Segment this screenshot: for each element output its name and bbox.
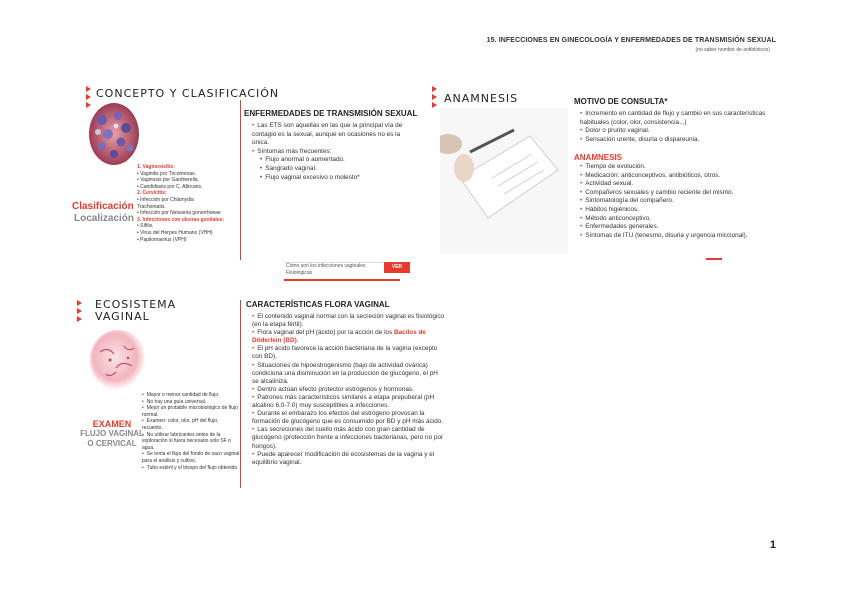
examen-item: • No hay una guía universal. [142,399,240,406]
examen-item: • Mejor un probable microbiológico de flujo normal. [142,405,240,418]
section-title-ecosistema [95,299,176,323]
arrow-icon [432,102,437,108]
ver-button[interactable]: VER [384,262,410,273]
flora-item: • Puede aparecer modificación de ecosistemas de la vagina y el equilibrio vaginal. [252,451,446,467]
divider-line-2 [240,300,241,488]
section-title-line2: VAGINAL [95,310,150,323]
document-header-title: 15. INFECCIONES EN GINECOLOGÍA Y ENFERMEDADES DE TRANSMISIÓN SEXUAL [486,37,776,44]
label-localizacion: Localización [74,213,135,224]
flora-item: • Durante el embarazo los efectos del estrógeno provocan la formación de glucógeno que es consumido por BD y pH más ácido. [252,410,446,426]
document-header-subtitle: (no saber nombre de antibióticos) [695,47,770,53]
anamnesis-list [580,163,772,240]
section-title-anamnesis: ANAMNESIS [444,92,519,105]
clasificacion-item: 1. Vaginosis/tis: [137,164,175,170]
clasificacion-item: Trachomatis. [137,203,166,210]
clasificacion-item: 3. Infecciones con ulceras genitales: [137,216,224,223]
arrow-icon [77,308,82,314]
anamnesis-title: ANAMNESIS [574,153,623,162]
ets-item: • Flujo anormal o aumentado. [252,156,410,165]
anamnesis-item: • Tiempo de evolución. [580,163,772,172]
ets-item: • Sangrado vaginal. [252,165,410,174]
clasificacion-item: • Sífilis. [137,223,154,230]
flora-item: • Situaciones de hipoestrogenismo (bajo de actividad ovárica) condiciona una disminución en la producción de glucógeno, el pH se alcaliniza. [252,362,446,386]
divider-line [240,100,241,260]
arrow-icon [86,94,91,100]
motivo-item: • Incremento en cantidad de flujo y cambio en sus características habituales (color, olor, consistencia...) [580,110,772,127]
clasificacion-item: • Papilomavirus (VPH) [137,236,187,243]
flora-item: • Dentro actúan efecto protector estrógenos y hormonas. [252,386,446,394]
anamnesis-item: • Compañeros sexuales y cambio reciente del mismo. [580,189,772,198]
examen-item: • No utilizar lubricantes antes de la exploración si fuera necesario solo SF o agua. [142,432,240,452]
arrow-icon [77,316,82,322]
motivo-item: • Dolor o prurito vaginal. [580,127,772,136]
flora-list [252,313,446,467]
flora-title: CARACTERÍSTICAS FLORA VAGINAL [246,300,390,309]
ets-item: • Flujo vaginal excesivo o molesto* [252,174,410,183]
examen-item: • Examen: color, olor, pH del flujo, recuento. [142,418,240,431]
flora-item: • El contenido vaginal normal con la secreción vaginal es fisiológico (en la etapa fértil). [252,313,446,329]
motivo-list [580,110,772,144]
writing-illustration [440,108,568,254]
section-title-concepto: CONCEPTO Y CLASIFICACIÓN [96,87,280,100]
section-arrows-ecosistema [77,300,82,322]
arrow-icon [432,86,437,92]
arrow-icon [432,94,437,100]
anamnesis-item: • Medicación: anticonceptivos, antibióticos, otros. [580,172,772,181]
examen-sub-line1: FLUJO VAGINAL [80,429,144,438]
clasificacion-item: • Vaginitis por Tricomonas. [137,170,196,177]
examen-title: EXAMEN [92,419,132,429]
note-text: Cómo son los infecciones vaginales Fisiológicas [286,263,366,276]
ets-list [252,122,410,182]
clasificacion-item: • Infección por Chlamydia [137,196,194,203]
flora-item: • El pH ácido favorece la acción bacteriana de la vagina (excepto con BD). [252,345,446,361]
progress-fill [284,279,400,281]
arrow-icon [77,300,82,306]
ets-item: • Síntomas más frecuentes: [252,148,410,157]
examen-item: • Se toma el flujo del fondo de saco vaginal para el análisis y cultivo. [142,451,240,464]
flora-item: • Las secreciones del cuello más ácido con gran cantidad de glucógeno (protección frente a infecciones bacterianas, pero no por hongos). [252,426,446,450]
keyword-highlight: Bacilos de Döderlein (BD) [252,329,426,345]
clasificacion-item: • Candidiasis por C. Albicans. [137,183,203,190]
clasificacion-item: • Vaginosis por Gardnerella. [137,177,199,184]
ets-item: • Las ETS son aquellas en las que la principal vía de contagio es la sexual, aunque en ocasiones no es la única. [252,122,410,148]
accent-mark [706,258,722,260]
anamnesis-item: • Actividad sexual. [580,180,772,189]
anamnesis-item: • Método anticonceptivo. [580,215,772,224]
section-title-line1: ECOSISTEMA [95,298,177,311]
anamnesis-item: • Hábitos higiénicos. [580,206,772,215]
anamnesis-item: • Enfermedades generales. [580,223,772,232]
label-clasificacion: Clasificación [72,201,134,212]
motivo-item: • Sensación urente, disuria o dispareunia. [580,136,772,145]
flora-item: • Flora vaginal del pH (ácido) por la acción de los Bacilos de Döderlein (BD). [252,329,446,345]
flora-item: • Patrones más característicos similares a etapa prepuberal (pH alcalino 6.0-7.0) muy susceptibles a infecciones. [252,394,446,410]
page-number: 1 [769,539,776,551]
examen-list [142,392,240,471]
examen-sub-line2: O CERVICAL [87,439,137,448]
anamnesis-item: • Sintomatología del compañero. [580,197,772,206]
clasificacion-item: • Infección por Neisseria gonorrhoeae [137,210,221,217]
examen-item: • Tubo estéril y el bisopo del flujo obtenido. [142,465,240,472]
progress-track [284,279,400,281]
examen-item: • Mayor o menor cantidad de flujo. [142,392,240,399]
clasificacion-list [137,164,240,243]
clasificacion-item: 2. Cervicitis: [137,190,167,197]
anamnesis-item: • Síntomas de ITU (tenesmo, disuria y urgencia miccional). [580,232,772,241]
clasificacion-item: • Virus del Herpes Humano (VHH) [137,229,213,236]
bacteria-illustration [88,102,140,166]
motivo-title: MOTIVO DE CONSULTA* [574,97,668,106]
ets-title: ENFERMEDADES DE TRANSMISIÓN SEXUAL [244,109,418,118]
section-arrows-anamnesis [432,86,437,108]
arrow-icon [86,86,91,92]
microscopy-illustration [88,328,148,392]
